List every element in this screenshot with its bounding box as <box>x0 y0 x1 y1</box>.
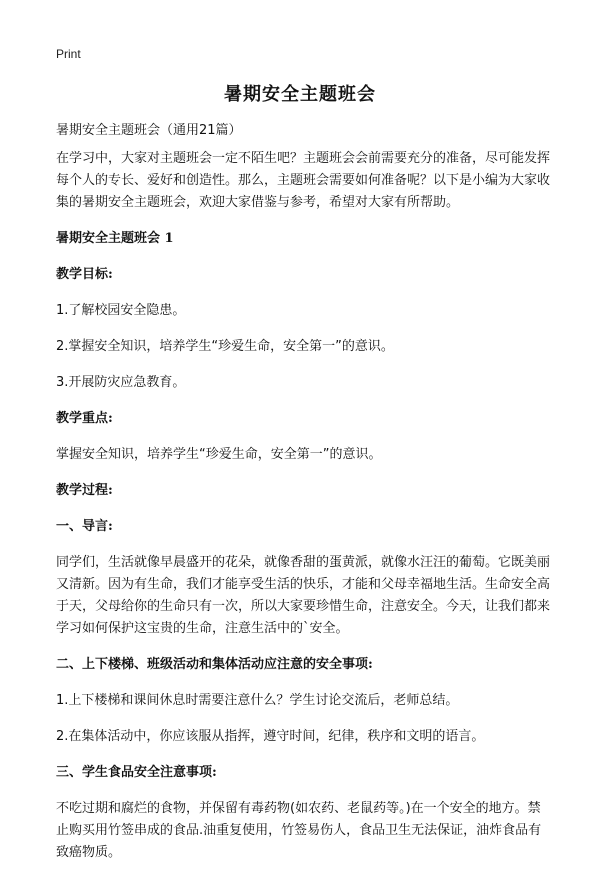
goal-item: 1.了解校园安全隐患。 <box>56 303 186 318</box>
section-heading: 暑期安全主题班会 1 <box>56 231 174 246</box>
process-heading: 教学过程: <box>56 483 113 498</box>
part2-heading: 二、上下楼梯、班级活动和集体活动应注意的安全事项: <box>56 657 373 672</box>
intro-part-text: 同学们，生活就像早晨盛开的花朵，就像香甜的蛋黄派，就像水汪汪的葡萄。它既美丽又清新。因为有生命，我们才能享受生活的快乐，才能和父母幸福地生活。生命安全高于天，父母给你的生命只有一次，所以大家要珍惜生命，注意安全。今天，让我们都来学习如何保护这宝贵的生命，注意生活中的`安全。 <box>56 555 551 636</box>
print-label: Print <box>56 47 81 61</box>
part3-heading: 三、学生食品安全注意事项: <box>56 765 217 780</box>
page-title: 暑期安全主题班会 <box>224 84 376 105</box>
document-subtitle: 暑期安全主题班会（通用21篇） <box>56 123 242 138</box>
goal-item: 2.掌握安全知识，培养学生“珍爱生命，安全第一”的意识。 <box>56 339 394 354</box>
part3-text: 不吃过期和腐烂的食物，并保留有毒药物(如农药、老鼠药等。)在一个安全的地方。禁止购买用竹签串成的食品.油重复使用，竹签易伤人，食品卫生无法保证，油炸食品有致癌物质。 <box>56 801 542 860</box>
goals-heading: 教学目标: <box>56 267 113 282</box>
key-points-text: 掌握安全知识，培养学生“珍爱生命，安全第一”的意识。 <box>56 447 382 462</box>
part2-item: 1.上下楼梯和课间休息时需要注意什么？学生讨论交流后，老师总结。 <box>56 693 459 708</box>
key-points-heading: 教学重点: <box>56 411 113 426</box>
intro-paragraph: 在学习中，大家对主题班会一定不陌生吧？主题班会会前需要充分的准备，尽可能发挥每个人的专长、爱好和创造性。那么，主题班会需要如何准备呢？以下是小编为大家收集的暑期安全主题班会，欢迎大家借鉴与参考，希望对大家有所帮助。 <box>56 151 551 210</box>
goal-item: 3.开展防灾应急教育。 <box>56 375 186 390</box>
document-body <box>56 120 551 878</box>
intro-part-heading: 一、导言: <box>56 519 113 534</box>
part2-item: 2.在集体活动中，你应该服从指挥，遵守时间，纪律，秩序和文明的语言。 <box>56 729 485 744</box>
